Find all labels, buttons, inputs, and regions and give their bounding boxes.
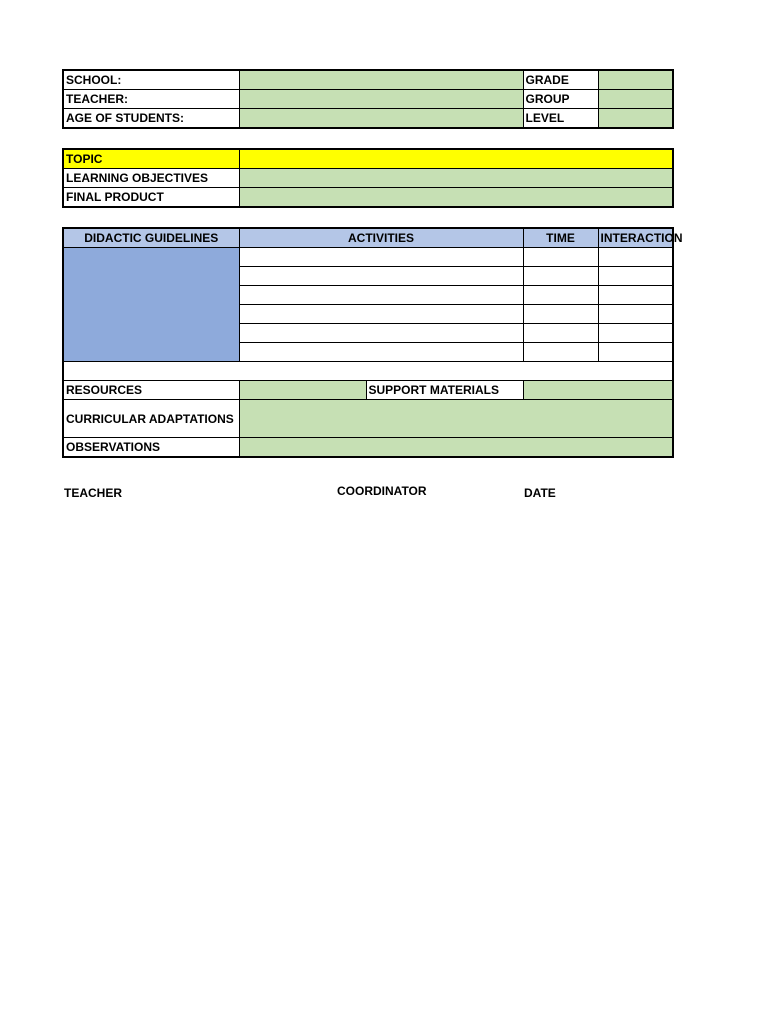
activities-table [62,227,683,458]
topic-input[interactable] [239,149,673,169]
time-input[interactable] [523,267,598,286]
observations-label: OBSERVATIONS [63,438,239,458]
time-input[interactable] [523,324,598,343]
activity-row [63,248,673,267]
time-input[interactable] [523,248,598,267]
time-input[interactable] [523,286,598,305]
teacher-label: TEACHER: [63,90,239,109]
resources-input[interactable] [239,381,366,400]
activity-input[interactable] [239,248,523,267]
activity-input[interactable] [239,267,523,286]
age-row [63,109,673,129]
didactic-guidelines-input[interactable] [63,248,239,362]
adaptations-row [63,400,673,438]
group-label: GROUP [523,90,598,109]
school-row [63,70,673,90]
activity-input[interactable] [239,305,523,324]
level-label: LEVEL [523,109,598,129]
level-input[interactable] [598,109,673,129]
topic-table [62,148,674,208]
interaction-input[interactable] [598,343,673,362]
grade-label: GRADE [523,70,598,90]
activity-input[interactable] [239,324,523,343]
teacher-input[interactable] [239,90,523,109]
age-input[interactable] [239,109,523,129]
curricular-adaptations-input[interactable] [239,400,673,438]
interaction-header: INTERACTION [598,228,673,248]
school-info-table [62,69,674,129]
product-label: FINAL PRODUCT [63,188,239,208]
topic-row [63,149,673,169]
coordinator-signature-label: COORDINATOR [337,484,427,498]
objectives-input[interactable] [239,169,673,188]
teacher-row [63,90,673,109]
spacer-cell [63,362,673,381]
grade-input[interactable] [598,70,673,90]
school-label: SCHOOL: [63,70,239,90]
teacher-signature-label: TEACHER [64,486,123,500]
support-materials-label: SUPPORT MATERIALS [366,381,523,400]
activity-input[interactable] [239,286,523,305]
objectives-label: LEARNING OBJECTIVES [63,169,239,188]
activity-input[interactable] [239,343,523,362]
interaction-input[interactable] [598,267,673,286]
time-input[interactable] [523,343,598,362]
activities-header: ACTIVITIES [239,228,523,248]
interaction-input[interactable] [598,305,673,324]
interaction-input[interactable] [598,286,673,305]
didactic-guidelines-header: DIDACTIC GUIDELINES [63,228,239,248]
group-input[interactable] [598,90,673,109]
interaction-input[interactable] [598,248,673,267]
school-input[interactable] [239,70,523,90]
product-input[interactable] [239,188,673,208]
topic-label: TOPIC [63,149,239,169]
observations-row [63,438,673,458]
interaction-input[interactable] [598,324,673,343]
curricular-adaptations-label: CURRICULAR ADAPTATIONS [63,400,239,438]
observations-input[interactable] [239,438,673,458]
resources-row [63,381,673,400]
date-label: DATE [524,486,556,500]
time-header: TIME [523,228,598,248]
resources-label: RESOURCES [63,381,239,400]
spacer-row [63,362,673,381]
product-row [63,188,673,208]
support-materials-input[interactable] [523,381,673,400]
activities-header-row [63,228,673,248]
time-input[interactable] [523,305,598,324]
age-label: AGE OF STUDENTS: [63,109,239,129]
objectives-row [63,169,673,188]
